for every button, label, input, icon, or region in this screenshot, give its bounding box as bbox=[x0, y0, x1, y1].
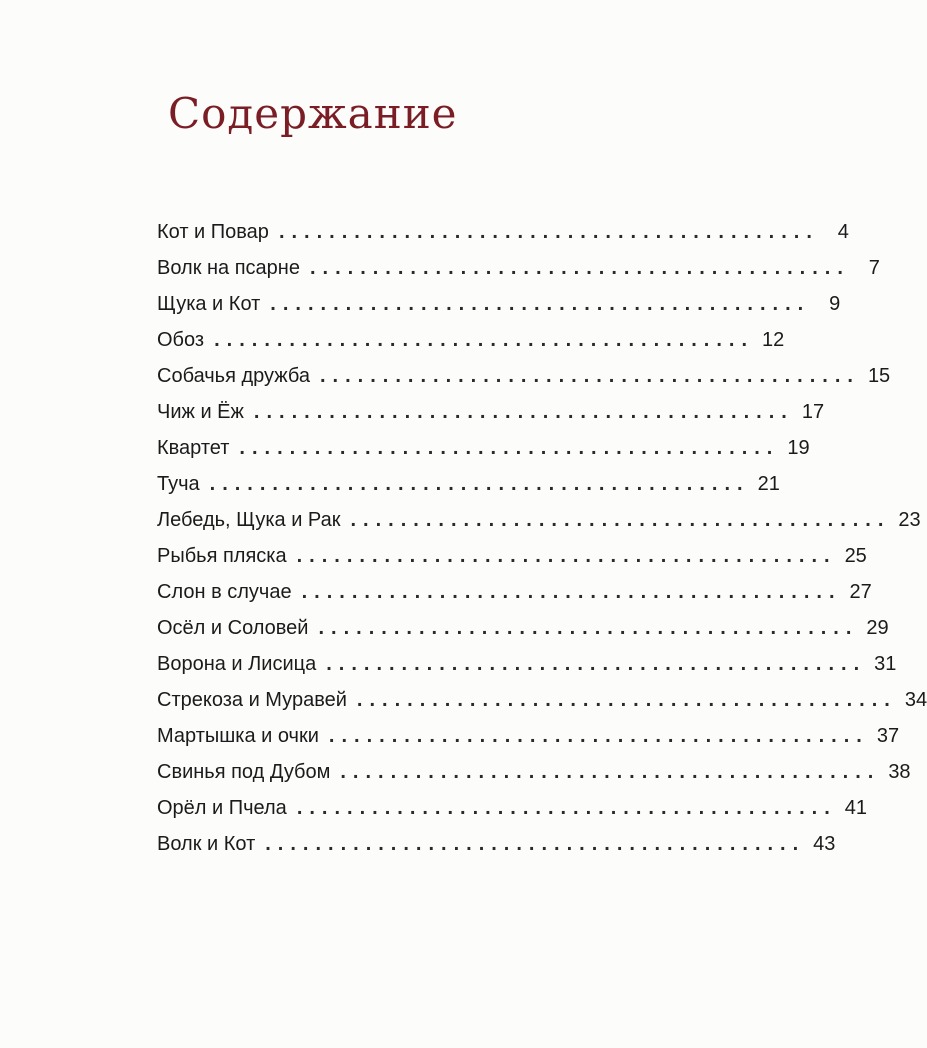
toc-entry-title: Ворона и Лисица bbox=[157, 653, 317, 675]
dot-leader: ........................................... bbox=[350, 509, 891, 531]
dot-leader: ........................................... bbox=[318, 617, 859, 639]
toc-entry bbox=[157, 790, 867, 826]
dot-leader: ........................................... bbox=[270, 293, 811, 315]
toc-entry bbox=[157, 466, 780, 502]
dot-leader: ........................................... bbox=[253, 401, 794, 423]
toc-entry bbox=[157, 286, 841, 322]
toc-entry-title: Туча bbox=[157, 473, 200, 495]
toc-entry bbox=[157, 322, 785, 358]
toc-entry bbox=[157, 502, 921, 538]
toc-entry-page: 21 bbox=[757, 473, 780, 495]
dot-leader: ........................................... bbox=[239, 437, 780, 459]
toc-entry-page: 31 bbox=[874, 653, 897, 675]
toc-entry-page: 9 bbox=[829, 293, 841, 315]
toc-entry-title: Лебедь, Щука и Рак bbox=[157, 509, 341, 531]
toc-entry-page: 12 bbox=[762, 329, 785, 351]
toc-entry-title: Слон в случае bbox=[157, 581, 292, 603]
toc-entry-title: Свинья под Дубом bbox=[157, 761, 331, 783]
dot-leader: ........................................... bbox=[296, 545, 837, 567]
dot-leader: ........................................... bbox=[296, 797, 837, 819]
toc-entry-title: Волк и Кот bbox=[157, 833, 256, 855]
toc-entry-page: 37 bbox=[876, 725, 900, 747]
toc-entry-title: Щука и Кот bbox=[157, 293, 261, 315]
toc-entry-page: 7 bbox=[868, 257, 880, 279]
toc-entry-title: Стрекоза и Муравей bbox=[157, 689, 347, 711]
toc-entry bbox=[157, 538, 867, 574]
toc-entry bbox=[157, 250, 880, 286]
dot-leader: ........................................... bbox=[340, 761, 881, 783]
toc-entry-title: Орёл и Пчела bbox=[157, 797, 287, 819]
toc-entry-title: Чиж и Ёж bbox=[157, 401, 244, 423]
toc-entry bbox=[157, 826, 836, 862]
dot-leader: ........................................... bbox=[278, 221, 819, 243]
toc-entry-page: 23 bbox=[898, 509, 921, 531]
toc-entry bbox=[157, 754, 911, 790]
toc-entry-page: 29 bbox=[866, 617, 889, 639]
toc-entry-title: Квартет bbox=[157, 437, 230, 459]
dot-leader: ........................................... bbox=[320, 365, 860, 387]
dot-leader: ........................................... bbox=[265, 833, 806, 855]
dot-leader: ........................................... bbox=[309, 257, 850, 279]
toc-entry-title: Обоз bbox=[157, 329, 205, 351]
toc-entry bbox=[157, 646, 897, 682]
toc-entry-page: 43 bbox=[813, 833, 836, 855]
toc-entry-title: Собачья дружба bbox=[157, 365, 310, 387]
dot-leader: ........................................... bbox=[356, 689, 897, 711]
toc-entry-title: Волк на псарне bbox=[157, 257, 300, 279]
toc-entry bbox=[157, 610, 889, 646]
toc-entry-title: Осёл и Соловей bbox=[157, 617, 309, 639]
page-title: Содержание bbox=[168, 89, 458, 138]
toc-entry-page: 15 bbox=[867, 365, 891, 387]
dot-leader: ........................................... bbox=[214, 329, 755, 351]
toc-entry-page: 34 bbox=[904, 689, 927, 711]
dot-leader: ........................................... bbox=[326, 653, 867, 675]
toc-entry-page: 27 bbox=[849, 581, 872, 603]
toc-entry bbox=[157, 718, 900, 754]
toc-entry bbox=[157, 394, 825, 430]
dot-leader: ........................................... bbox=[301, 581, 842, 603]
dot-leader: ........................................... bbox=[328, 725, 869, 747]
table-of-contents bbox=[157, 214, 927, 862]
toc-entry-title: Рыбья пляска bbox=[157, 545, 287, 567]
toc-entry bbox=[157, 574, 872, 610]
toc-entry-page: 4 bbox=[837, 221, 849, 243]
toc-entry-title: Мартышка и очки bbox=[157, 725, 319, 747]
toc-entry bbox=[157, 358, 891, 394]
toc-entry-page: 17 bbox=[801, 401, 825, 423]
toc-entry-title: Кот и Повар bbox=[157, 221, 269, 243]
toc-entry-page: 19 bbox=[787, 437, 810, 459]
dot-leader: ........................................... bbox=[209, 473, 750, 495]
toc-entry bbox=[157, 682, 927, 718]
toc-entry-page: 25 bbox=[844, 545, 867, 567]
toc-entry-page: 38 bbox=[888, 761, 911, 783]
toc-entry-page: 41 bbox=[844, 797, 867, 819]
toc-entry bbox=[157, 214, 849, 250]
toc-entry bbox=[157, 430, 810, 466]
